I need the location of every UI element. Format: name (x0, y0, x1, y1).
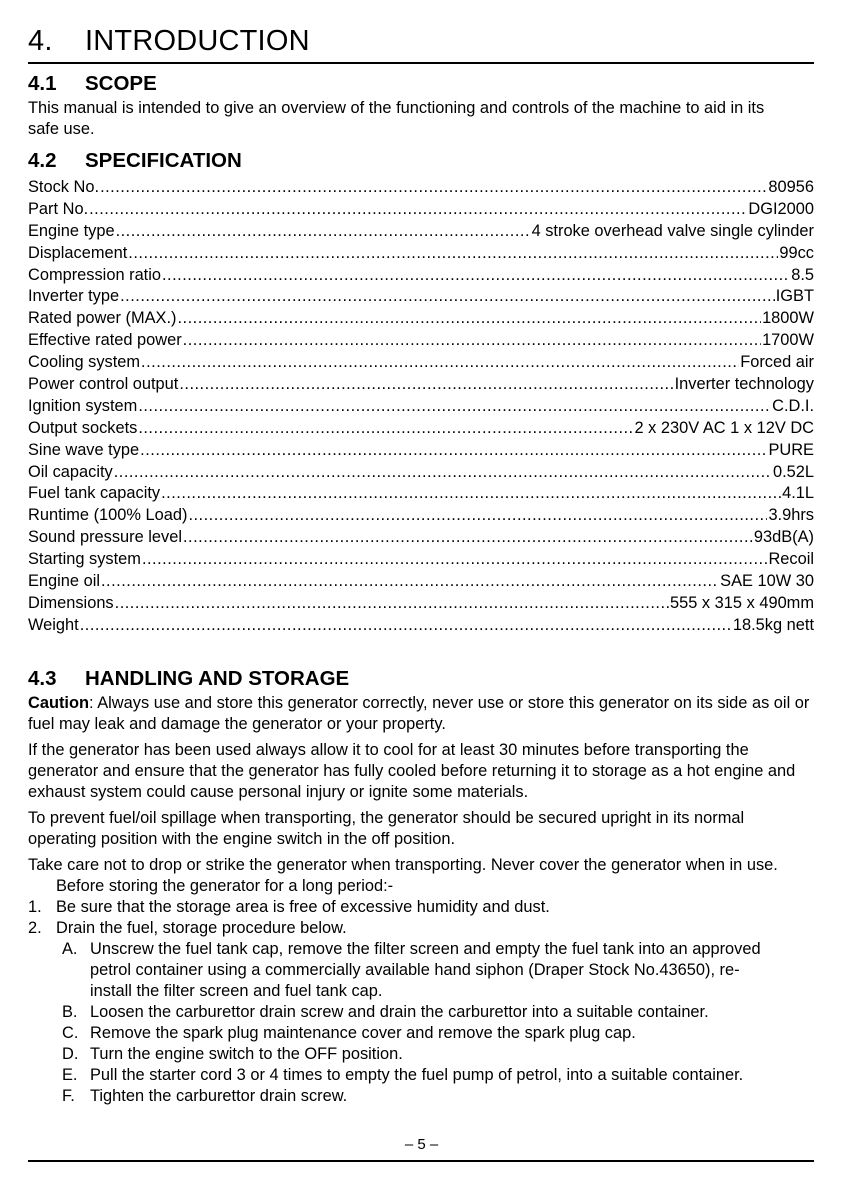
spec-label: Oil capacity (28, 462, 113, 481)
spec-value: 99cc (779, 243, 814, 262)
spec-value: Recoil (768, 550, 814, 569)
cover-paragraph: Take care not to drop or strike the generator when transporting. Never cover the generator when in use. (28, 856, 778, 874)
section-number: 4. (28, 25, 53, 57)
spec-row (28, 571, 814, 593)
spec-row (28, 352, 814, 374)
spec-label: Engine type (28, 221, 115, 240)
step-item (28, 918, 814, 939)
spec-row (28, 462, 814, 484)
spec-row (28, 615, 814, 637)
dot-leader (140, 440, 767, 462)
spec-label: Output sockets (28, 418, 138, 437)
footer-divider (28, 1160, 814, 1162)
substep-text: Remove the spark plug maintenance cover and remove the spark plug cap. (90, 1024, 636, 1042)
spec-label: Weight (28, 615, 79, 634)
spec-value: 93dB(A) (753, 528, 814, 547)
substep-item (28, 939, 814, 1002)
spec-label: Fuel tank capacity (28, 484, 161, 503)
substep-letter: B. (62, 1003, 78, 1021)
step-item (28, 897, 814, 918)
dot-leader (177, 308, 761, 330)
spec-label: Power control output (28, 375, 179, 394)
scope-text: This manual is intended to give an overview of the functioning and controls of the machine to aid in its safe use. (28, 99, 765, 138)
substep-item (28, 1002, 814, 1023)
spec-value: DGI2000 (748, 199, 814, 218)
dot-leader (100, 177, 767, 199)
substep-item (28, 1023, 814, 1044)
substep-letter: D. (62, 1045, 79, 1063)
substep-text: Unscrew the fuel tank cap, remove the filter screen and empty the fuel tank into an approved petrol container using a commercially available hand siphon (Draper Stock No.43650), re-install the filter screen and fuel tank cap. (90, 940, 761, 1000)
spec-label: Displacement (28, 243, 128, 262)
scope-heading (28, 72, 814, 96)
caution-paragraph (28, 693, 814, 735)
spec-row (28, 221, 814, 243)
spec-value: 555 x 315 x 490mm (670, 593, 814, 612)
spec-value: SAE 10W 30 (720, 572, 814, 591)
spec-label: Compression ratio (28, 265, 161, 284)
substep-item (28, 1065, 814, 1086)
section-heading (28, 24, 814, 64)
spec-value: 2 x 230V AC 1 x 12V DC (634, 418, 814, 437)
step-text: Drain the fuel, storage procedure below. (56, 919, 347, 937)
storage-steps (28, 897, 814, 939)
spec-label: Inverter type (28, 287, 120, 306)
dot-leader (188, 505, 767, 527)
substep-letter: A. (62, 940, 78, 958)
dot-leader (89, 199, 747, 221)
spec-label: Starting system (28, 550, 141, 569)
spec-row (28, 243, 814, 265)
substep-text: Loosen the carburettor drain screw and drain the carburettor into a suitable container. (90, 1003, 709, 1021)
spec-value: Inverter technology (674, 375, 814, 394)
handling-heading (28, 667, 814, 691)
before-storing-text: Before storing the generator for a long period:- (56, 877, 394, 895)
dot-leader (142, 549, 768, 571)
spec-row (28, 330, 814, 352)
step-number: 2. (28, 919, 42, 937)
spec-value: 4.1L (782, 484, 814, 503)
substep-text: Tighten the carburettor drain screw. (90, 1087, 348, 1105)
handling-body (28, 693, 814, 1107)
spec-label: Rated power (MAX.) (28, 309, 177, 328)
specification-heading (28, 149, 814, 173)
dot-leader (115, 593, 669, 615)
cooling-paragraph: If the generator has been used always allow it to cool for at least 30 minutes before transporting the generator and ensure that the generator has fully cooled before returning it to storage as a hot engine and exhaust system could cause personal injury or ignite some materials. (28, 741, 796, 801)
section-title: INTRODUCTION (85, 25, 310, 57)
handling-number: 4.3 (28, 667, 57, 690)
substep-letter: C. (62, 1024, 79, 1042)
caution-text: : Always use and store this generator correctly, never use or store this generator on its side as oil or fuel may leak and damage the generator or your property. (28, 694, 810, 733)
spec-row (28, 308, 814, 330)
dot-leader (162, 265, 790, 287)
dot-leader (138, 396, 771, 418)
dot-leader (128, 243, 778, 265)
step-text: Be sure that the storage area is free of excessive humidity and dust. (56, 898, 550, 916)
dot-leader (179, 374, 673, 396)
spec-label: Part No. (28, 199, 89, 218)
spec-row (28, 593, 814, 615)
spec-value: 80956 (768, 178, 814, 196)
spec-label: Ignition system (28, 396, 138, 415)
spec-value: 18.5kg nett (732, 615, 814, 634)
dot-leader (116, 221, 531, 243)
dot-leader (161, 483, 781, 505)
spec-label: Effective rated power (28, 331, 182, 350)
specification-list (28, 177, 814, 637)
spec-row (28, 505, 814, 527)
dot-leader (80, 615, 732, 637)
spec-label: Runtime (100% Load) (28, 506, 188, 525)
spec-row (28, 265, 814, 287)
caution-label: Caution (28, 694, 90, 712)
spec-value: C.D.I. (772, 396, 814, 415)
dot-leader (101, 571, 719, 593)
spec-value: 0.52L (772, 462, 814, 481)
spec-row (28, 483, 814, 505)
handling-title: HANDLING AND STORAGE (85, 667, 350, 690)
substep-letter: F. (62, 1087, 75, 1105)
spec-row (28, 199, 814, 221)
dot-leader (183, 330, 761, 352)
spec-row (28, 549, 814, 571)
spec-row (28, 418, 814, 440)
spec-value: PURE (768, 440, 814, 459)
spec-label: Stock No. (28, 178, 100, 196)
spec-value: Forced air (740, 353, 814, 372)
dot-leader (183, 527, 753, 549)
drain-substeps (28, 939, 814, 1107)
scope-number: 4.1 (28, 72, 57, 95)
spec-value: 3.9hrs (768, 506, 814, 525)
spec-row (28, 374, 814, 396)
dot-leader (120, 286, 775, 308)
substep-item (28, 1044, 814, 1065)
spec-label: Dimensions (28, 593, 114, 612)
spec-row (28, 527, 814, 549)
spec-row (28, 396, 814, 418)
spec-value: 1800W (762, 309, 814, 328)
spec-row (28, 440, 814, 462)
dot-leader (114, 462, 772, 484)
spec-label: Cooling system (28, 353, 141, 372)
transport-paragraph: To prevent fuel/oil spillage when transporting, the generator should be secured upright in its normal operating position with the engine switch in the off position. (28, 809, 745, 848)
substep-item (28, 1086, 814, 1107)
substep-text: Pull the starter cord 3 or 4 times to empty the fuel pump of petrol, into a suitable container. (90, 1066, 744, 1084)
dot-leader (141, 352, 739, 374)
spec-row (28, 177, 814, 199)
spec-row (28, 286, 814, 308)
substep-text: Turn the engine switch to the OFF position. (90, 1045, 403, 1063)
scope-title: SCOPE (85, 72, 157, 95)
dot-leader (138, 418, 633, 440)
spec-label: Engine oil (28, 572, 100, 591)
spec-value: 1700W (762, 331, 814, 350)
specification-title: SPECIFICATION (85, 149, 242, 172)
spec-label: Sine wave type (28, 440, 140, 459)
spec-value: IGBT (775, 287, 814, 306)
page-number: – 5 – (404, 1136, 439, 1153)
spec-value: 4 stroke overhead valve single cylinder (531, 221, 814, 240)
spec-value: 8.5 (791, 265, 814, 284)
step-number: 1. (28, 898, 42, 916)
specification-number: 4.2 (28, 149, 57, 172)
spec-label: Sound pressure level (28, 528, 182, 547)
substep-letter: E. (62, 1066, 78, 1084)
